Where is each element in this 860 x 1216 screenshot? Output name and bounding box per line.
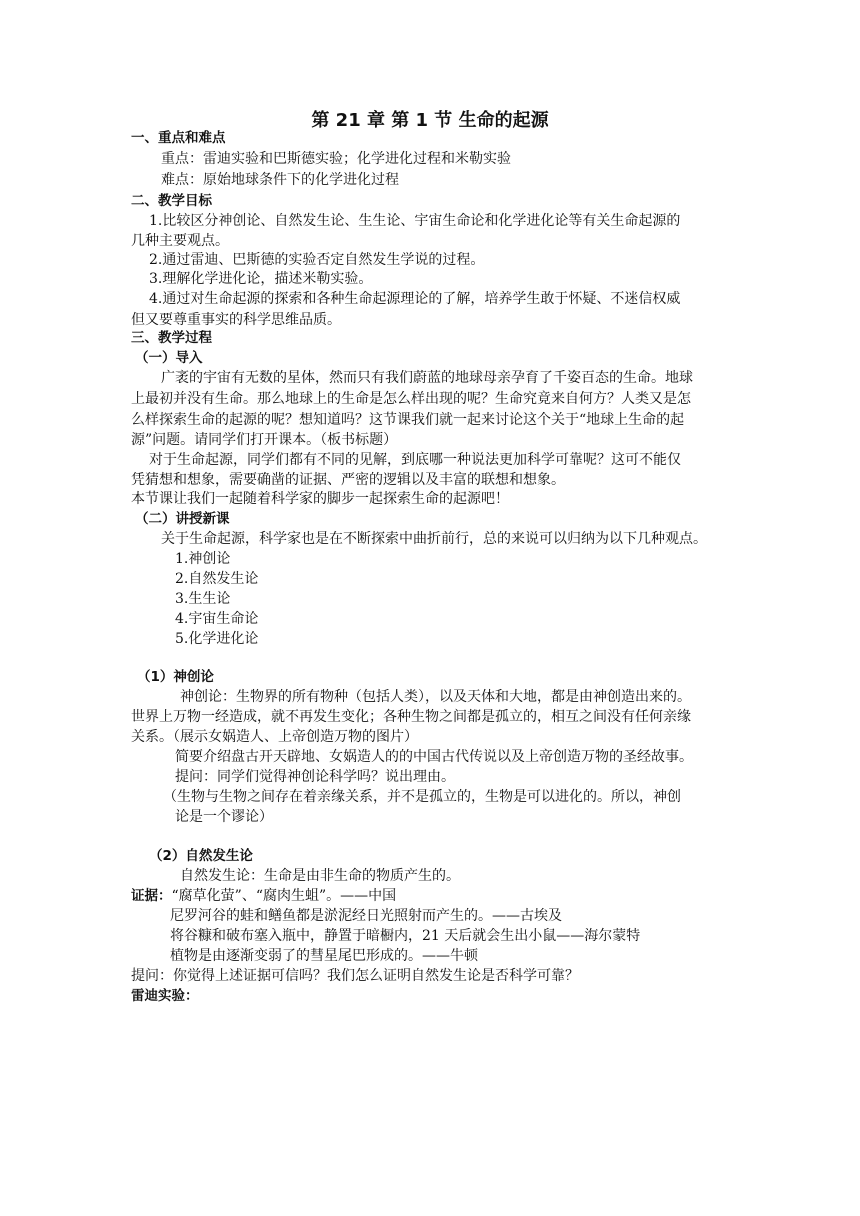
view-item: 1.神创论 — [175, 551, 231, 567]
spontaneous-definition: 自然发生论：生命是由非生命的物质产生的。 — [180, 868, 460, 884]
evidence-3: 将谷糠和破布塞入瓶中，静置于暗橱内，21 天后就会生出小鼠——海尔蒙特 — [170, 928, 641, 944]
view-item: 4.宇宙生命论 — [175, 611, 259, 627]
creationism-para-1-line-2: 世界上万物一经造成，就不再发生变化；各种生物之间都是孤立的，相互之间没有任何亲缘 — [131, 709, 691, 725]
goal-3: 3.理解化学进化论，描述米勒实验。 — [149, 271, 373, 287]
intro-para-1-line-4: 源”问题。请同学们打开课本。（板书标题） — [131, 432, 398, 448]
subheading-spontaneous: （2）自然发生论 — [149, 848, 253, 864]
view-item: 2.自然发生论 — [175, 571, 259, 587]
evidence-line — [131, 886, 396, 906]
evidence-label: 证据： — [131, 888, 172, 904]
creationism-question: 提问：同学们觉得神创论科学吗？说出理由。 — [175, 769, 455, 785]
goal-1: 1.比较区分神创论、自然发生论、生生论、宇宙生命论和化学进化论等有关生命起源的 — [149, 213, 681, 229]
creationism-answer-line-2: 论是一个谬论） — [175, 809, 273, 825]
view-item: 3.生生论 — [175, 591, 231, 607]
evidence-2: 尼罗河谷的蛙和鳝鱼都是淤泥经日光照射而产生的。——古埃及 — [170, 908, 562, 924]
lecture-para: 关于生命起源，科学家也是在不断探索中曲折前行，总的来说可以归纳为以下几种观点。 — [161, 531, 707, 547]
subheading-intro: （一）导入 — [135, 350, 203, 366]
evidence-1: “腐草化萤”、“腐肉生蛆”。——中国 — [171, 888, 397, 904]
key-points: 重点：雷迪实验和巴斯德实验；化学进化过程和米勒实验 — [161, 151, 511, 167]
goal-2: 2.通过雷迪、巴斯德的实验否定自然发生学说的过程。 — [149, 252, 485, 268]
intro-para-2-line-2: 凭猜想和想象，需要确凿的证据、严密的逻辑以及丰富的联想和想象。 — [131, 472, 565, 488]
intro-para-2: 对于生命起源，同学们都有不同的见解，到底哪一种说法更加科学可靠呢？这可不能仅 — [149, 452, 681, 468]
subheading-creationism: （1）神创论 — [137, 669, 214, 685]
view-item: 5.化学进化论 — [175, 631, 259, 647]
subheading-lecture: （二）讲授新课 — [135, 511, 230, 527]
intro-para-3: 本节课让我们一起随着科学家的脚步一起探索生命的起源吧！ — [131, 491, 509, 507]
creationism-answer: （生物与生物之间存在着亲缘关系，并不是孤立的，生物是可以进化的。所以，神创 — [163, 789, 681, 805]
intro-para-1: 广袤的宇宙有无数的星体，然而只有我们蔚蓝的地球母亲孕育了千姿百态的生命。地球 — [161, 370, 693, 386]
creationism-para-1: 神创论：生物界的所有物种（包括人类），以及天体和大地，都是由神创造出来的。 — [180, 689, 691, 705]
goal-4: 4.通过对生命起源的探索和各种生命起源理论的了解，培养学生敢于怀疑、不迷信权威 — [149, 291, 681, 307]
evidence-4: 植物是由逐渐变弱了的彗星尾巴形成的。——牛顿 — [170, 948, 478, 964]
spontaneous-question: 提问：你觉得上述证据可信吗？我们怎么证明自然发生论是否科学可靠？ — [131, 968, 579, 984]
section-heading-goals: 二、教学目标 — [131, 193, 212, 209]
goal-1-cont: 几种主要观点。 — [131, 233, 229, 249]
section-heading-focus: 一、重点和难点 — [131, 130, 226, 146]
intro-para-1-line-3: 么样探索生命的起源的呢？想知道吗？这节课我们就一起来讨论这个关于“地球上生命的起 — [131, 412, 685, 428]
page-title: 第 21 章 第 1 节 生命的起源 — [311, 110, 549, 131]
intro-para-1-line-2: 上最初并没有生命。那么地球上的生命是怎么样出现的呢？生命究竟来自何方？人类又是怎 — [131, 391, 691, 407]
creationism-para-2: 简要介绍盘古开天辟地、女娲造人的的中国古代传说以及上帝创造万物的圣经故事。 — [175, 749, 693, 765]
creationism-para-1-line-3: 关系。（展示女娲造人、上帝创造万物的图片） — [131, 729, 418, 745]
redi-experiment-heading: 雷迪实验： — [131, 988, 199, 1004]
goal-4-cont: 但又要尊重事实的科学思维品质。 — [131, 312, 341, 328]
section-heading-process: 三、教学过程 — [131, 330, 212, 346]
difficult-points: 难点：原始地球条件下的化学进化过程 — [161, 172, 399, 188]
